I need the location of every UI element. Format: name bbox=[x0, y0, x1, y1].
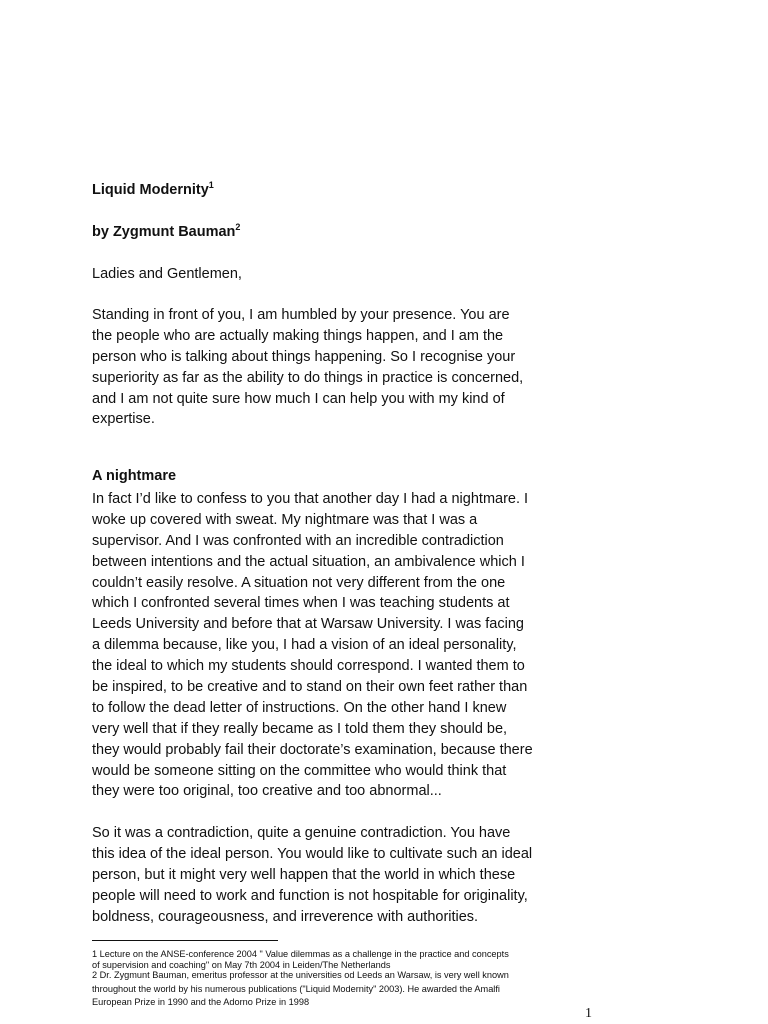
paragraph-line: the people who are actually making things happen, and I am the bbox=[92, 327, 504, 344]
paragraph-line: the ideal to which my students should correspond. I wanted them to bbox=[92, 658, 525, 675]
paragraph-line: people will need to work and function is not hospitable for originality, bbox=[92, 887, 528, 904]
paragraph-line: boldness, courageousness, and irreverence with authorities. bbox=[92, 908, 479, 925]
footnote-separator bbox=[92, 940, 278, 941]
author-line bbox=[92, 223, 240, 241]
footnotes bbox=[92, 949, 572, 1008]
paragraph-line: they would probably fail their doctorate’s examination, because there bbox=[92, 741, 533, 758]
paragraph-line: Leeds University and before that at Warsaw University. I was facing bbox=[92, 616, 524, 633]
paragraph-line: this idea of the ideal person. You would like to cultivate such an ideal bbox=[92, 845, 533, 862]
paragraph-line: would be someone sitting on the committee who would think that bbox=[92, 762, 507, 779]
paragraph-line: In fact I’d like to confess to you that another day I had a nightmare. I bbox=[92, 491, 529, 507]
paragraph-line: Standing in front of you, I am humbled by your presence. You are bbox=[92, 307, 510, 323]
footnote-1-line: of supervision and coaching" on May 7th 2004 in Leiden/The Netherlands bbox=[92, 959, 391, 970]
paragraph-line: be inspired, to be creative and to stand on their own feet rather than bbox=[92, 679, 528, 696]
paragraph-line: expertise. bbox=[92, 411, 155, 428]
footnote-2-line: European Prize in 1990 and the Adorno Prize in 1998 bbox=[92, 996, 310, 1007]
footnote-2-line: 2 Dr. Zygmunt Bauman, emeritus professor at the universities od Leeds an Warsaw, is very well known bbox=[92, 970, 509, 981]
intro-paragraph bbox=[92, 305, 572, 430]
title-text: Liquid Modernity bbox=[92, 182, 209, 198]
paragraph-line: to follow the dead letter of instructions. On the other hand I knew bbox=[92, 699, 507, 716]
paragraph-line: very well that if they really became as I told them they should be, bbox=[92, 720, 508, 737]
paragraph-line: supervisor. And I was confronted with an incredible contradiction bbox=[92, 532, 504, 549]
footnote-2-line: throughout the world by his numerous publications ("Liquid Modernity" 2003). He awarded the Amalfi bbox=[92, 983, 500, 994]
paragraph-line: which I confronted several times when I was teaching students at bbox=[92, 595, 510, 612]
paragraph-line: and I am not quite sure how much I can help you with my kind of bbox=[92, 390, 505, 407]
paragraph-line: person, but it might very well happen that the world in which these bbox=[92, 866, 516, 883]
footnote-1-line: 1 Lecture on the ANSE-conference 2004 " Value dilemmas as a challenge in the practice and concepts bbox=[92, 949, 509, 959]
author-footnote-ref: 2 bbox=[235, 222, 241, 233]
paragraph-line: they were too original, too creative and too abnormal... bbox=[92, 783, 442, 800]
salutation: Ladies and Gentlemen, bbox=[92, 266, 242, 282]
paragraph-line: couldn’t easily resolve. A situation not very different from the one bbox=[92, 574, 506, 591]
author-text: by Zygmunt Bauman bbox=[92, 224, 236, 240]
paragraph-line: a dilemma because, like you, I had a vision of an ideal personality, bbox=[92, 637, 517, 654]
page-number: 1 bbox=[585, 1006, 592, 1021]
section-heading: A nightmare bbox=[92, 468, 177, 484]
nightmare-paragraph bbox=[92, 489, 572, 802]
paragraph-line: between intentions and the actual situation, an ambivalence which I bbox=[92, 553, 525, 570]
paragraph-line: woke up covered with sweat. My nightmare was that I was a bbox=[92, 511, 478, 528]
paragraph-line: So it was a contradiction, quite a genuine contradiction. You have bbox=[92, 825, 511, 841]
document-title bbox=[92, 181, 214, 199]
paragraph-line: superiority as far as the ability to do things in practice is concerned, bbox=[92, 369, 524, 386]
paragraph-line: person who is talking about things happening. So I recognise your bbox=[92, 348, 516, 365]
contradiction-paragraph bbox=[92, 823, 572, 927]
title-footnote-ref: 1 bbox=[208, 180, 214, 191]
